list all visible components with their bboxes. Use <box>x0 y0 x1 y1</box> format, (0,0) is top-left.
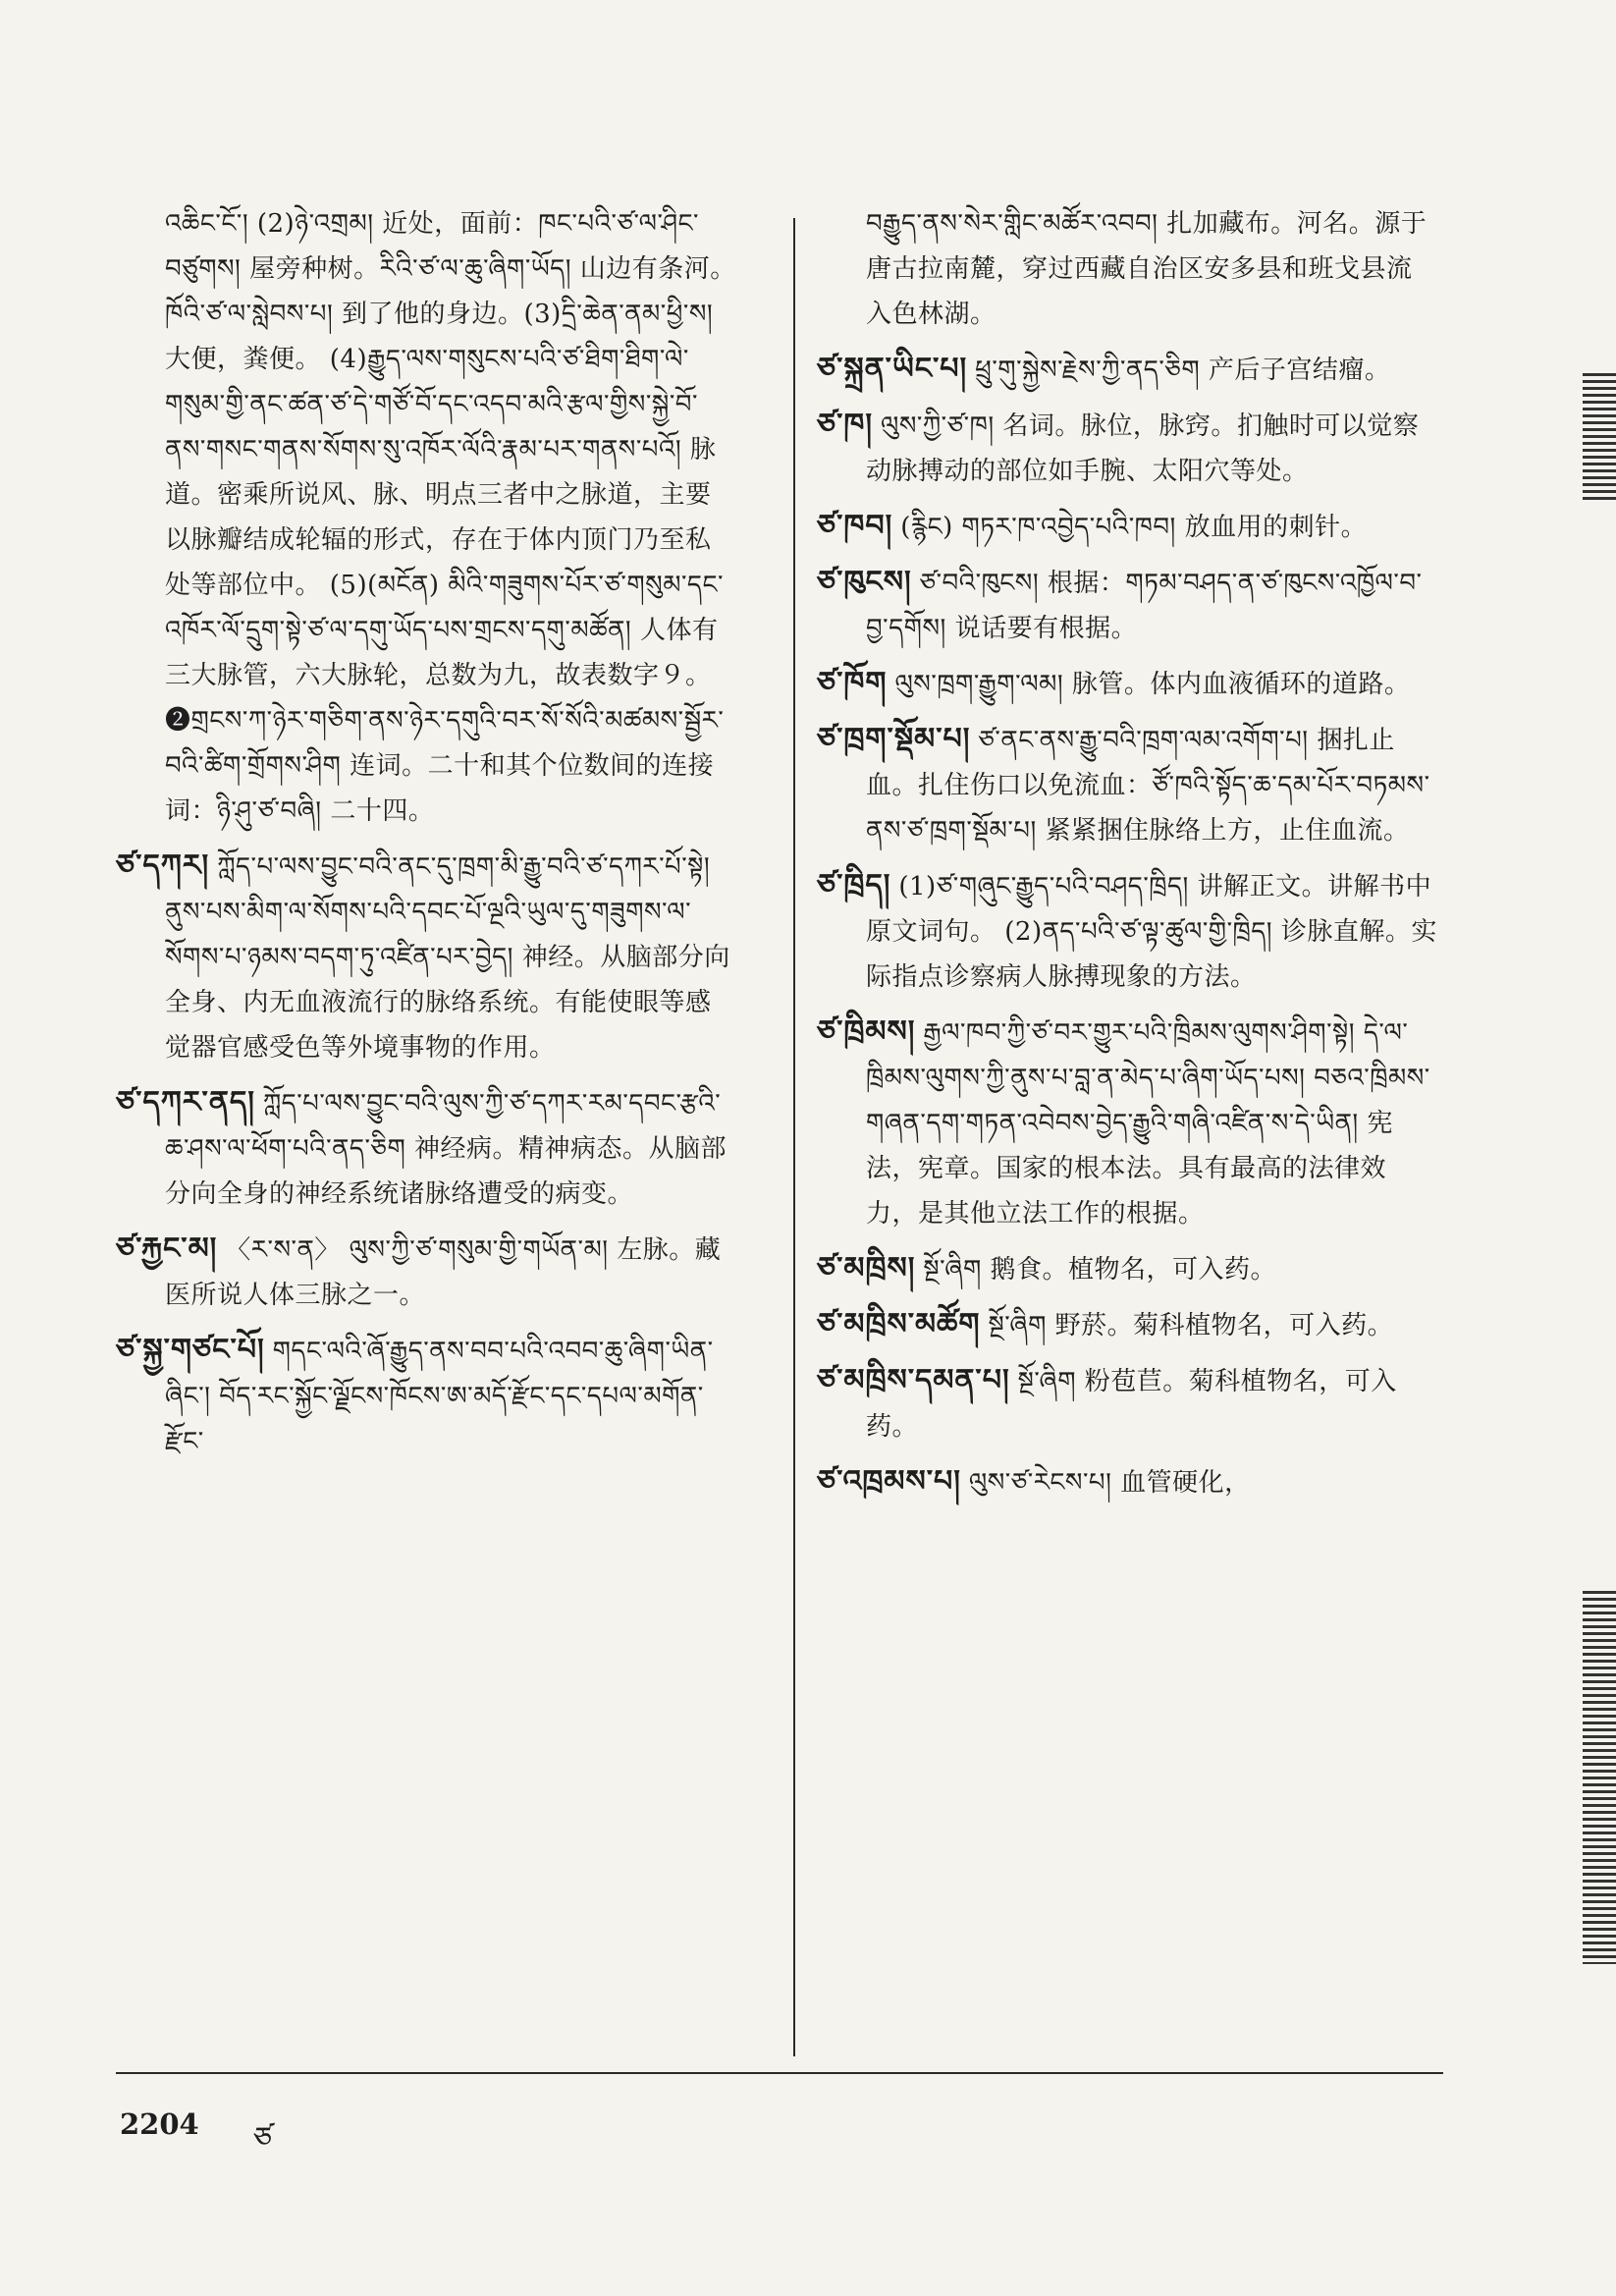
entry-headword: ཙ་མཁྲིས་དམན་པ། <box>817 1363 1010 1397</box>
entry-headword: ཙ་ཁབ། <box>817 509 893 543</box>
entry-text: ཙ་བའི་ཁུངས། 根据：གཏམ་བཤད་ན་ཙ་ཁུངས་འཁྱོལ་བ་བྱ་དགོས། 说话要有根据。 <box>866 569 1423 643</box>
entry-headword: ཙ་འཁྲམས་པ། <box>817 1464 961 1499</box>
dictionary-entry <box>817 661 1437 707</box>
entry-headword: ཙ་སྐྱ་གཙང་པོ། <box>116 1333 265 1367</box>
entry-continuation <box>817 201 1437 337</box>
entry-text: ཙ་ནང་ནས་རྒྱུ་བའི་ཁྲག་ལམ་འགོག་པ། 捆扎止血。扎住伤口以免流血：ཙོ་ཁའི་སྟོད་ཆ་དམ་པོར་བཏམས་ནས་ཙ་ཁྲག་སྡོམ་པ། 紧紧捆住脉络上方，止住血流。 <box>866 726 1430 846</box>
right-column <box>817 201 1437 1515</box>
dictionary-entry <box>817 1302 1437 1348</box>
entry-headword: ཙ་དཀར། <box>116 848 210 883</box>
entry-headword: ཙ་ཁྲིམས། <box>817 1014 916 1049</box>
entry-text: ལུས་ཁྲག་རྒྱུག་ལམ། 脉管。体内血液循环的道路。 <box>894 670 1411 699</box>
dictionary-entry <box>817 1010 1437 1236</box>
entry-text: ལུས་ཙ་རེངས་པ། 血管硬化， <box>968 1468 1251 1498</box>
dictionary-entry <box>817 347 1437 393</box>
entry-headword: ཙ་ཁྲིད། <box>817 868 891 902</box>
entry-headword: ཙ་ཁོག <box>817 666 888 700</box>
column-divider <box>793 218 795 2056</box>
dictionary-entry <box>817 560 1437 651</box>
entry-text: སྔོ་ཞིག 鹅食。植物名，可入药。 <box>923 1255 1277 1285</box>
entry-text: བརྒྱུད་ནས་སེར་གླིང་མཚོར་འབབ། 扎加藏布。河名。源于唐古拉南麓，穿过西藏自治区安多县和班戈县流入色林湖。 <box>866 209 1427 329</box>
dictionary-entry <box>817 1358 1437 1449</box>
entry-text: ལུས་ཀྱི་ཙ་ཁ། 名词。脉位，脉窍。扪触时可以觉察动脉搏动的部位如手腕、太阳穴等处。 <box>866 411 1420 486</box>
dictionary-entry <box>116 1080 736 1217</box>
entry-text: སྔོ་ཞིག 粉苞苣。菊科植物名，可入药。 <box>866 1367 1397 1442</box>
entry-headword: ཙ་དཀར་ནད། <box>116 1085 255 1120</box>
entry-text: 〈ར་ས་ན〉 ལུས་ཀྱི་ཙ་གསུམ་གྱི་གཡོན་མ། 左脉。藏医所说人体三脉之一。 <box>165 1235 722 1310</box>
entry-text: ཀློད་པ་ལས་བྱུང་བའི་ལུས་ཀྱི་ཙ་དཀར་རམ་དབང་རྩའི་ཆ་ཤས་ལ་ཕོག་པའི་ནད་ཅིག 神经病。精神病态。从脑部分向全身的神经系统诸脉络遭受的病变。 <box>165 1089 727 1209</box>
entry-headword: ཙ་མཁྲིས་མཚོག <box>817 1307 981 1341</box>
entry-text: (1)ཙ་གཞུང་རྒྱུད་པའི་བཤད་ཁྲིད། 讲解正文。讲解书中原文词句。 (2)ནད་པའི་ཙ་ལྟ་ཚུལ་གྱི་ཁྲིད། 诊脉直解。实际指点诊察病人脉搏现象的方法。 <box>866 872 1437 992</box>
dictionary-entry <box>116 1328 736 1464</box>
entry-text: སྔོ་ཞིག 野菸。菊科植物名，可入药。 <box>988 1311 1394 1340</box>
dictionary-entry <box>817 717 1437 853</box>
entry-text: རྒྱལ་ཁབ་ཀྱི་ཙ་བར་གྱུར་པའི་ཁྲིམས་ལུགས་ཤིག་སྟེ། དེ་ལ་ཁྲིམས་ལུགས་ཀྱི་ནུས་པ་བླ་ན་མེད་པ་ཞིག་ཡོད་པས། བཅའ་ཁྲིམས་གཞན་དག་གཏན་འབེབས་བྱེད་རྒྱུའི་གཞི་འཛིན་ས་དེ་ཡིན། 宪法，宪章。国家的根本法。具有最高的法律效力，是其他立法工作的根据。 <box>866 1018 1430 1229</box>
page-letter: ཙ <box>253 2121 273 2156</box>
entry-headword: ཙ་ཁུངས། <box>817 565 912 599</box>
scan-edge-mark <box>1583 1591 1616 1964</box>
entry-headword: ཙ་རྐྱང་མ། <box>116 1231 218 1266</box>
scan-edge-mark <box>1583 373 1616 501</box>
dictionary-entry <box>116 844 736 1070</box>
entry-headword: ཙ་ཁྲག་སྡོམ་པ། <box>817 722 971 756</box>
entry-headword: ཙ་ཁ། <box>817 408 874 442</box>
dictionary-entry <box>116 1227 736 1318</box>
footer-rule <box>116 2072 1443 2074</box>
entry-headword: ཙ་སྐྲན་ཡིང་པ། <box>817 352 968 386</box>
dictionary-entry <box>817 504 1437 550</box>
entry-text: འཆིང་ངོ་། (2)ཉེ་འགྲམ། 近处，面前：ཁང་པའི་ཙ་ལ་ཤིང་བཙུགས། 屋旁种树。རིའི་ཙ་ལ་ཆུ་ཞིག་ཡོད། 山边有条河。ཁོའི་ཙ་ལ་སླེབས་པ། 到了他的身边。(3)དྲི་ཆེན་ནམ་ཕྱི་ས། 大便，粪便。 (4)རྒྱུད་ལས་གསུངས་པའི་ཙ་ཐིག་ཐིག་ལེ་གསུམ་གྱི་ནང་ཚན་ཙ་དེ་གཙོ་བོ་དང་འདབ་མའི་རྩལ་གྱིས་སྐྱེ་བོ་ནས་གསང་གནས་སོགས་སུ་འཁོར་ལོའི་རྣམ་པར་གནས་པའོ། 脉道。密乘所说风、脉、明点三者中之脉道，主要以脉瓣结成轮辐的形式，存在于体内顶门乃至私处等部位中。 (5)(མངོན) མིའི་གཟུགས་པོར་ཙ་གསུམ་དང་འཁོར་ལོ་དྲུག་སྟེ་ཙ་ལ་དགུ་ཡོད་པས་གྲངས་དགུ་མཚོན། 人体有三大脉管，六大脉轮，总数为九，故表数字９。❷གྲངས་ཀ་ཉེར་གཅིག་ནས་ཉེར་དགུའི་བར་སོ་སོའི་མཚམས་སྦྱོར་བའི་ཚིག་གྲོགས་ཤིག 连词。二十和其个位数间的连接词：ཉི་ཤུ་ཙ་བཞི། 二十四。 <box>165 209 736 826</box>
entry-text: (རྙིང) གཏར་ཁ་འབྱེད་པའི་ཁབ། 放血用的刺针。 <box>900 513 1368 542</box>
entry-headword: ཙ་མཁྲིས། <box>817 1251 916 1285</box>
entry-text: ཀློད་པ་ལས་བྱུང་བའི་ནང་དུ་ཁྲག་མི་རྒྱུ་བའི་ཙ་དཀར་པོ་སྟེ། ནུས་པས་མིག་ལ་སོགས་པའི་དབང་པོ་ལྔའི་ཡུལ་དུ་གཟུགས་ལ་སོགས་པ་ཉམས་བདག་ཏུ་འཛིན་པར་བྱེད། 神经。从脑部分向全身、内无血液流行的脉络系统。有能使眼等感觉器官感受色等外境事物的作用。 <box>165 852 730 1063</box>
page-number: 2204 <box>120 2107 199 2141</box>
dictionary-entry <box>817 403 1437 494</box>
dictionary-entry <box>817 1246 1437 1292</box>
dictionary-entry <box>817 1459 1437 1505</box>
entry-continuation <box>116 201 736 834</box>
entry-text: གདང་ལའི་ཞོ་རྒྱུད་ནས་བབ་པའི་འབབ་ཆུ་ཞིག་ཡིན་ཞིང་། བོད་རང་སྐྱོང་ལྗོངས་ཁོངས་ཨ་མདོ་རྫོང་དང་དཔལ་མགོན་རྫོང་ <box>165 1337 714 1456</box>
entry-text: ཕྲུ་གུ་སྐྱེས་རྗེས་ཀྱི་ནད་ཅིག 产后子宫结瘤。 <box>975 355 1391 385</box>
left-column <box>116 201 736 1474</box>
dictionary-entry <box>817 863 1437 1000</box>
